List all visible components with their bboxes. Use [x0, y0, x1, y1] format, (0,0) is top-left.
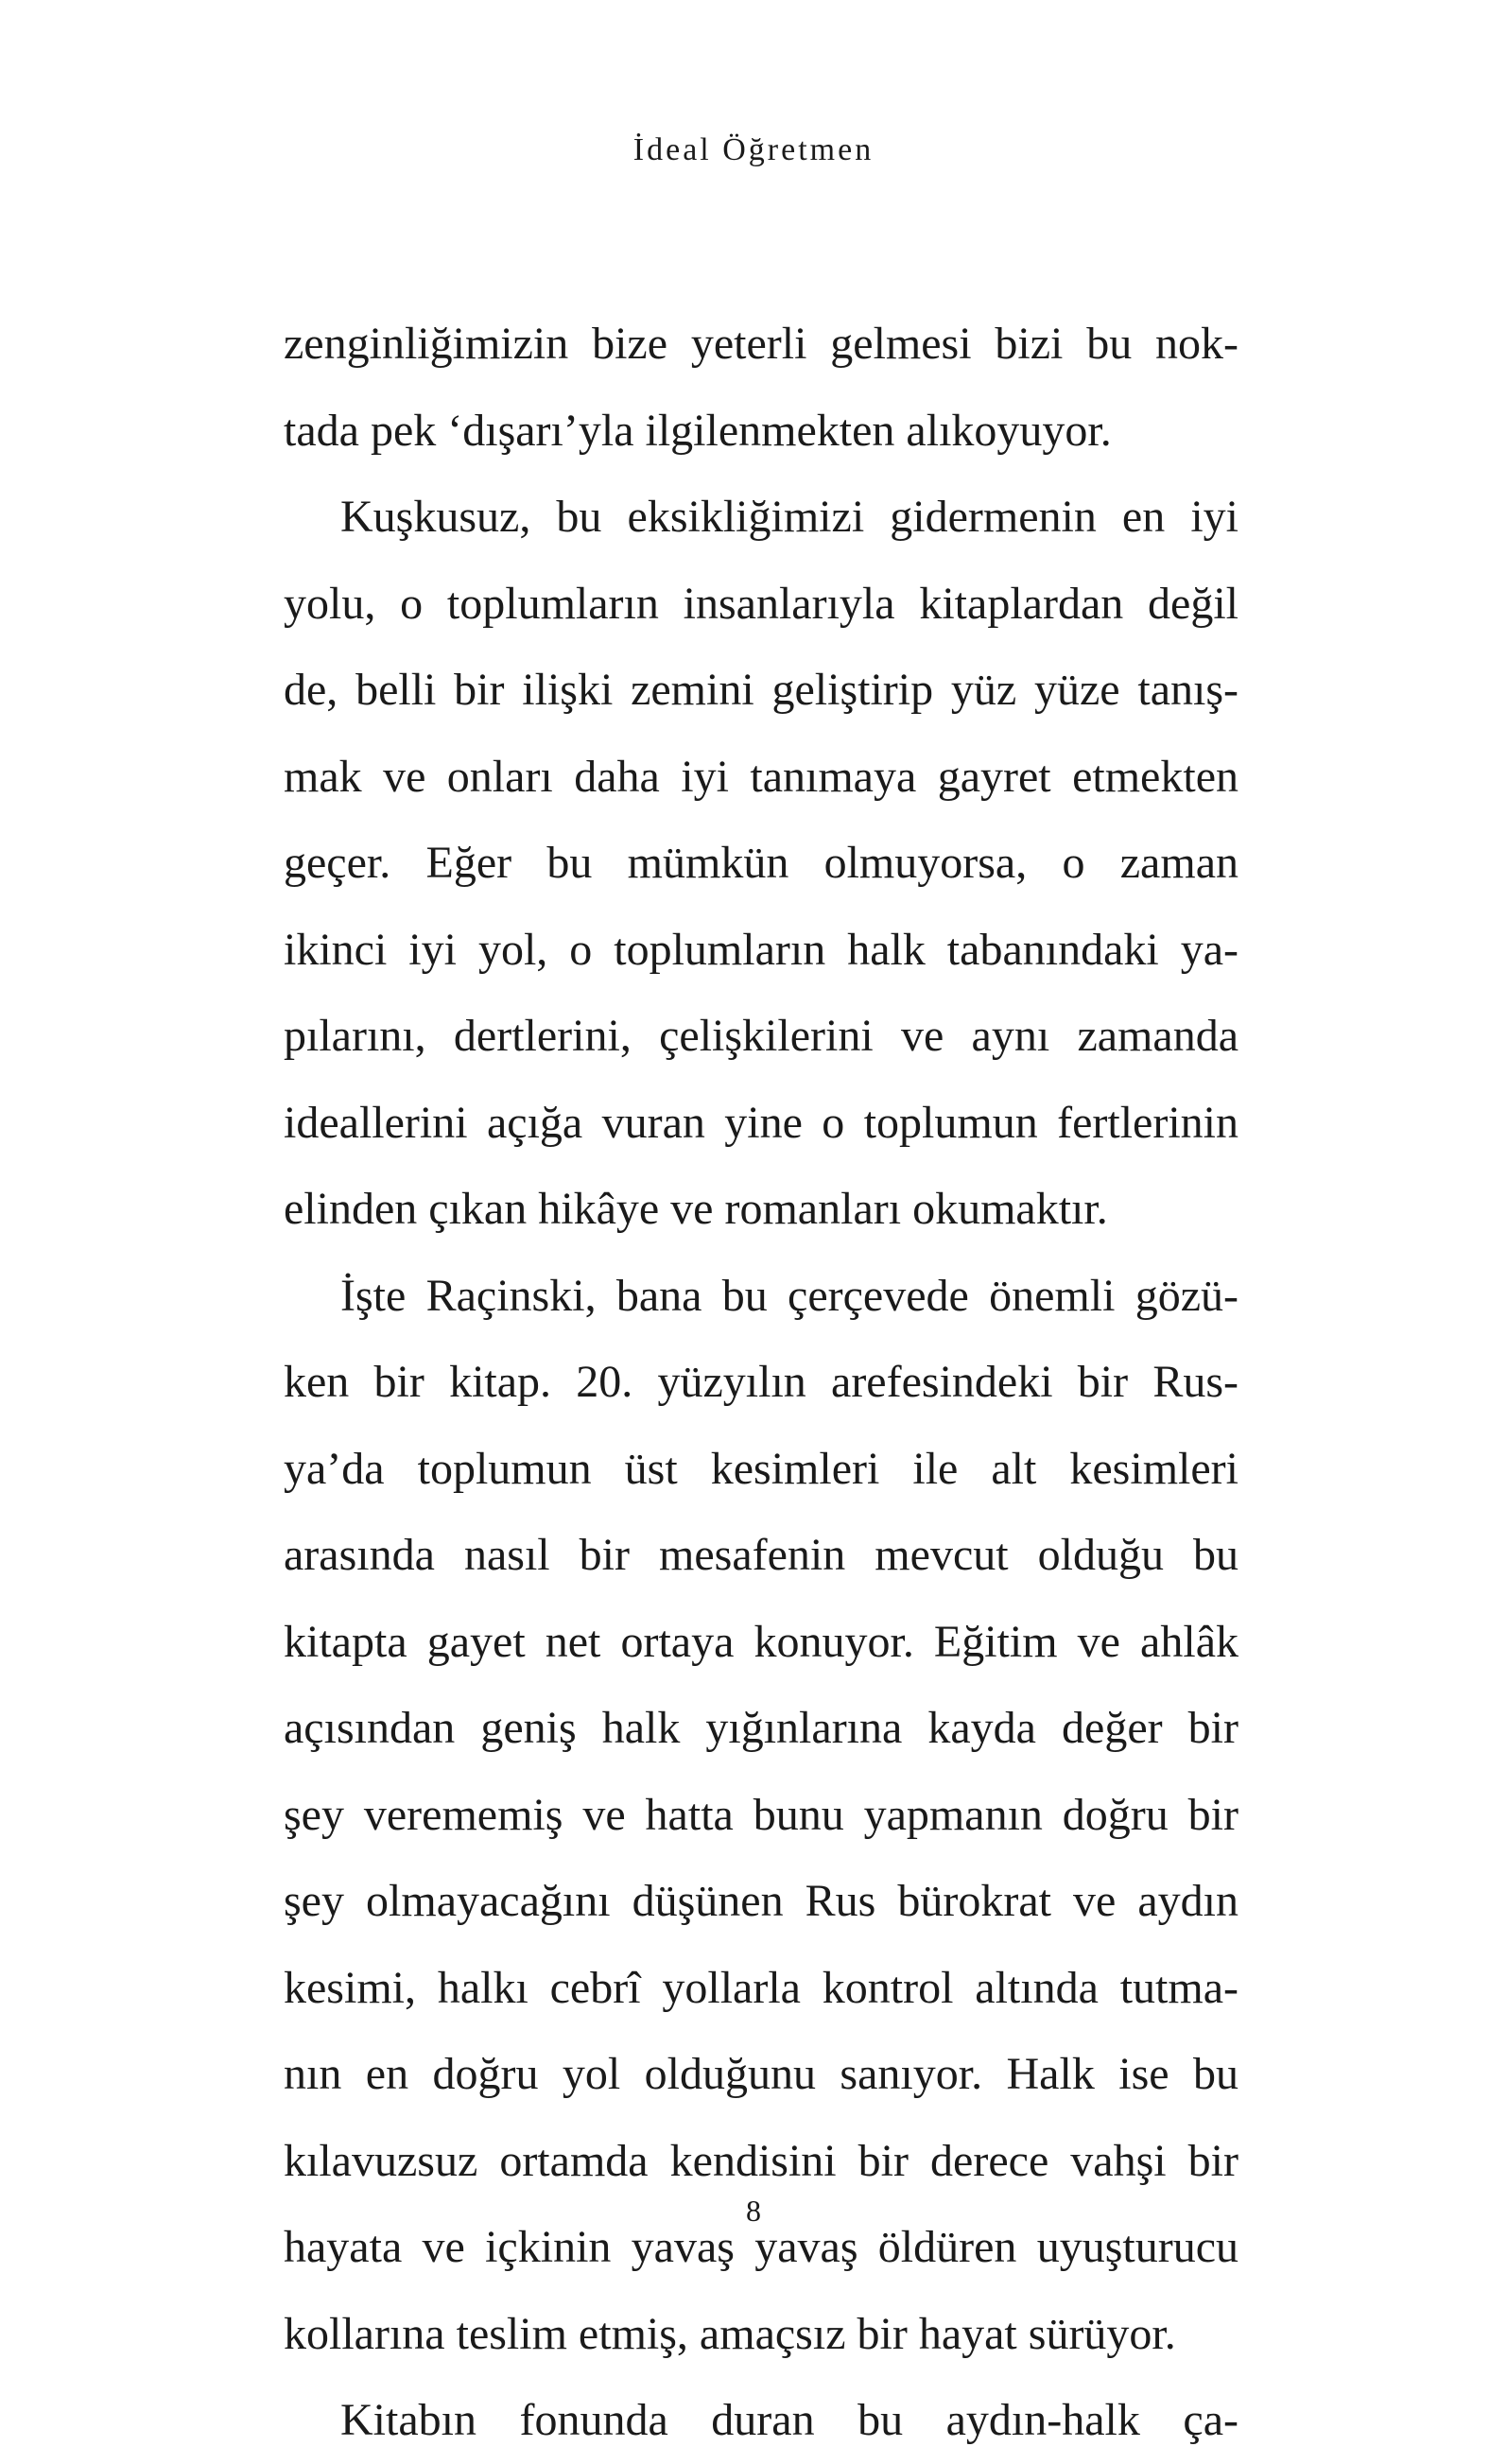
- text-line: arasında nasıl bir mesafenin mevcut olduğu bu: [284, 1530, 1239, 1580]
- text-line: ken bir kitap. 20. yüzyılın arefesindeki bir Rus-: [284, 1357, 1239, 1407]
- text-line: zenginliğimizin bize yeterli gelmesi bizi bu nok-: [284, 319, 1239, 369]
- running-header: İdeal Öğretmen: [632, 132, 875, 167]
- text-line: kesimi, halkı cebrî yollarla kontrol altında tutma-: [284, 1962, 1239, 2013]
- page-number: 8: [746, 2194, 761, 2228]
- text-line: kılavuzsuz ortamda kendisini bir derece vahşi bir: [284, 2135, 1239, 2186]
- text-line: yolu, o toplumların insanlarıyla kitaplardan değil: [284, 578, 1239, 629]
- text-line: mak ve onları daha iyi tanımaya gayret etmekten: [284, 751, 1239, 802]
- text-line: İşte Raçinski, bana bu çerçevede önemli gözü-: [340, 1270, 1239, 1321]
- text-line: ideallerini açığa vuran yine o toplumun fertlerinin: [284, 1097, 1239, 1148]
- text-line: pılarını, dertlerini, çelişkilerini ve aynı zamanda: [284, 1011, 1239, 1061]
- text-line: kitapta gayet net ortaya konuyor. Eğitim ve ahlâk: [284, 1616, 1239, 1667]
- text-line: hayata ve içkinin yavaş yavaş öldüren uyuşturucu: [284, 2222, 1239, 2272]
- text-line: tada pek ‘dışarı’yla ilgilenmekten alıkoyuyor.: [284, 405, 1112, 456]
- text-line: nın en doğru yol olduğunu sanıyor. Halk ise bu: [284, 2049, 1239, 2099]
- text-line: Kuşkusuz, bu eksikliğimizi gidermenin en iyi: [340, 492, 1239, 542]
- text-line: ikinci iyi yol, o toplumların halk tabanındaki ya-: [284, 924, 1239, 975]
- text-line: şey olmayacağını düşünen Rus bürokrat ve aydın: [284, 1876, 1239, 1926]
- text-line: elinden çıkan hikâye ve romanları okumaktır.: [284, 1184, 1108, 1234]
- text-line: şey verememiş ve hatta bunu yapmanın doğru bir: [284, 1789, 1239, 1840]
- text-line: geçer. Eğer bu mümkün olmuyorsa, o zaman: [284, 838, 1239, 888]
- text-line: ya’da toplumun üst kesimleri ile alt kesimleri: [284, 1443, 1239, 1494]
- text-line: açısından geniş halk yığınlarına kayda değer bir: [284, 1703, 1239, 1753]
- text-line: kollarına teslim etmiş, amaçsız bir hayat sürüyor.: [284, 2308, 1176, 2359]
- text-line: Kitabın fonunda duran bu aydın-halk ça-: [340, 2395, 1239, 2445]
- body-text: [284, 301, 1239, 2464]
- text-line: de, belli bir ilişki zemini geliştirip yüz yüze tanış-: [284, 665, 1239, 715]
